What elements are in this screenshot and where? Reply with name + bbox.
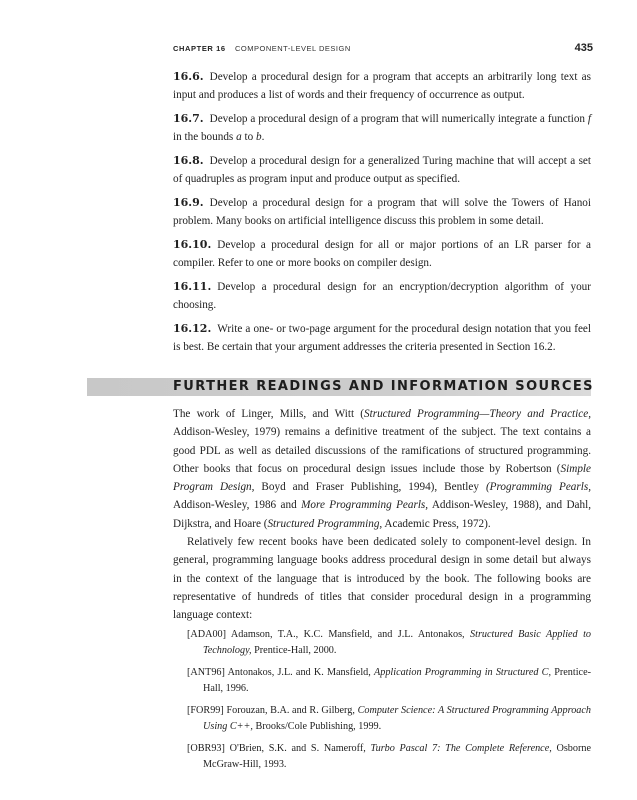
- reference-publisher: Brooks/Cole Publishing, 1999.: [252, 721, 382, 733]
- paragraph-1: [173, 405, 591, 533]
- reference-list: [173, 627, 591, 774]
- text-run: Boyd and Fraser Publishing, 1994), Bentley: [254, 481, 486, 494]
- problem-number: 16.12.: [173, 322, 212, 335]
- chapter-label: CHAPTER 16: [173, 44, 226, 53]
- problem-number: 16.9.: [173, 196, 204, 209]
- problem-list: [173, 68, 591, 362]
- reference-item: [173, 665, 591, 698]
- reference-title: Computer Science: A Structured Programming Approach Using C++,: [203, 704, 592, 733]
- problem-16-8: [173, 152, 591, 188]
- math-variable: f: [587, 113, 591, 125]
- math-variable: a: [236, 131, 242, 143]
- paragraph-2: Relatively few recent books have been dedicated solely to component-level design. In general, programming language books address procedural design in some detail but always in the context of the language that is introduced by the book. The following books are representative of hundreds of titles that consider procedural design in a programming language context:: [173, 536, 591, 622]
- math-variable: b: [255, 131, 262, 143]
- problem-16-7: [173, 110, 591, 146]
- reference-item: [173, 627, 591, 660]
- problem-number: 16.8.: [173, 154, 204, 167]
- text-run: Addison-Wesley, 1986 and: [173, 499, 302, 512]
- reference-item: [173, 703, 591, 736]
- reference-authors: O'Brien, S.K. and S. Nameroff,: [229, 742, 371, 754]
- text-run: Addison-Wesley, 1988), and Dahl, Dijkstra, and Hoare (: [173, 499, 592, 530]
- problem-text: Develop a procedural design for all or major portions of an LR parser for a compiler. Refer to one or more books on compiler design.: [173, 239, 591, 269]
- problem-16-12: [173, 320, 591, 356]
- problem-number: 16.10.: [173, 238, 212, 251]
- reference-publisher: Prentice-Hall, 1996.: [203, 666, 591, 695]
- reference-key: [ADA00]: [187, 628, 227, 640]
- reference-title: Structured Basic Applied to Technology,: [203, 628, 592, 657]
- book-title: (Programming Pearls,: [485, 481, 591, 494]
- section-title: FURTHER READINGS AND INFORMATION SOURCES: [173, 379, 594, 394]
- problem-text: in the bounds: [173, 131, 237, 143]
- text-run: The work of Linger, Mills, and Witt (: [173, 408, 365, 420]
- problem-16-9: [173, 194, 591, 230]
- text-run: Addison-Wesley, 1979) remains a definitive treatment of the subject. The text contains a good PDL as well as detailed discussions of the ramifications of structured programming. Other books that focus on procedural design issues include those by Robertson (: [173, 426, 591, 475]
- chapter-title: COMPONENT-LEVEL DESIGN: [235, 44, 351, 53]
- reference-publisher: Osborne McGraw-Hill, 1993.: [203, 742, 591, 771]
- further-readings-body: [173, 405, 591, 779]
- reference-key: [OBR93]: [187, 742, 225, 754]
- reference-item: [173, 741, 591, 774]
- reference-key: [FOR99]: [187, 704, 224, 716]
- book-title: Simple Program Design,: [173, 462, 591, 494]
- problem-number: 16.11.: [173, 280, 212, 293]
- reference-key: [ANT96]: [187, 666, 225, 678]
- problem-16-6: [173, 68, 591, 104]
- reference-authors: Forouzan, B.A. and R. Gilberg,: [226, 704, 358, 716]
- book-title: More Programming Pearls,: [301, 499, 429, 512]
- problem-16-11: [173, 278, 591, 314]
- problem-text: Develop a procedural design of a program that will numerically integrate a function: [209, 113, 588, 125]
- book-title: Structured Programming—Theory and Practice,: [364, 408, 591, 420]
- problem-number: 16.7.: [173, 112, 204, 125]
- problem-text: Develop a procedural design for a program that will solve the Towers of Hanoi problem. Many books on artificial intelligence discuss this problem in some detail.: [173, 197, 591, 227]
- text-run: Academic Press, 1972).: [382, 517, 491, 530]
- problem-number: 16.6.: [173, 70, 204, 83]
- problem-text: Write a one- or two-page argument for the procedural design notation that you feel is best. Be certain that your argument addresses the criteria presented in Section 16.2.: [173, 323, 591, 353]
- problem-text: Develop a procedural design for an encryption/decryption algorithm of your choosing.: [173, 281, 591, 311]
- reference-title: Turbo Pascal 7: The Complete Reference,: [370, 742, 552, 754]
- reference-authors: Antonakos, J.L. and K. Mansfield,: [227, 666, 374, 678]
- reference-title: Application Programming in Structured C,: [374, 666, 552, 678]
- problem-text: Develop a procedural design for a generalized Turing machine that will accept a set of quadruples as program input and produce output as specified.: [173, 155, 591, 185]
- problem-16-10: [173, 236, 591, 272]
- reference-publisher: Prentice-Hall, 2000.: [251, 645, 337, 657]
- problem-text: .: [261, 131, 265, 143]
- page-number: 435: [574, 42, 593, 54]
- problem-text: Develop a procedural design for a program that accepts an arbitrarily long text as input and produces a list of words and their frequency of occurrence as output.: [173, 71, 591, 101]
- reference-authors: Adamson, T.A., K.C. Mansfield, and J.L. Antonakos,: [230, 628, 471, 640]
- section-heading-bar: [87, 378, 594, 396]
- running-head: [173, 42, 593, 56]
- book-title: Structured Programming,: [267, 517, 383, 530]
- problem-text: to: [241, 131, 256, 143]
